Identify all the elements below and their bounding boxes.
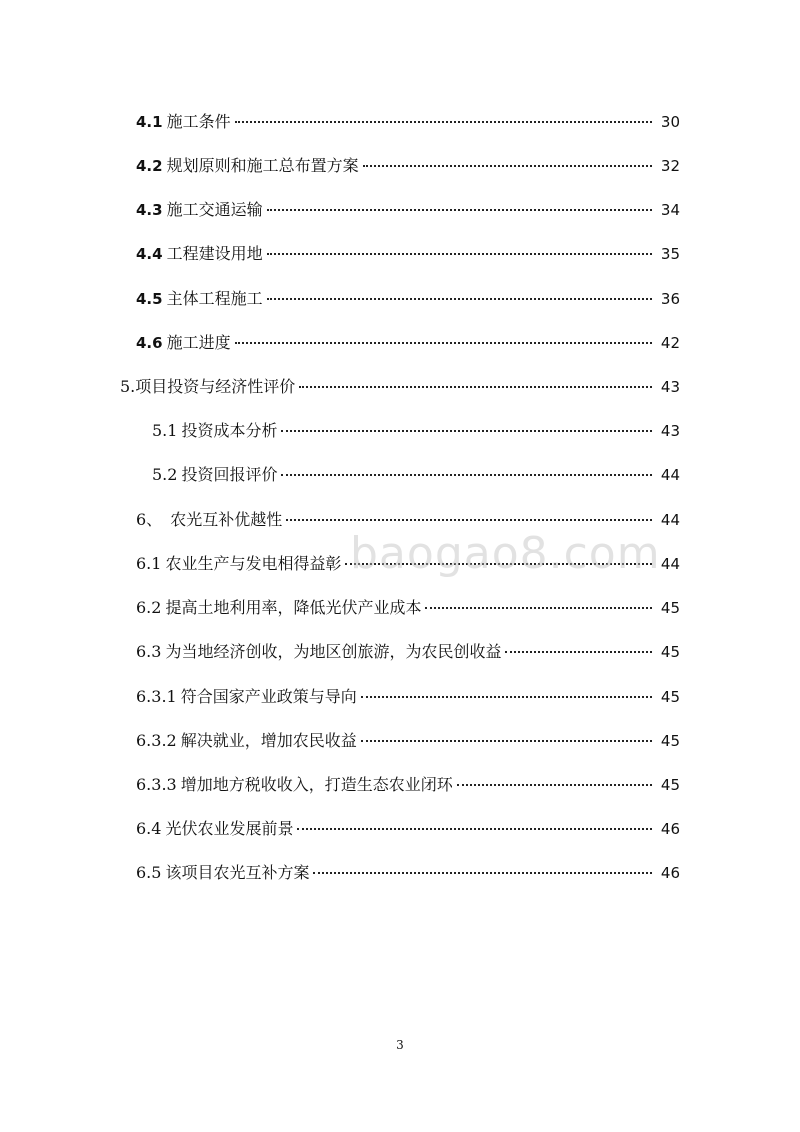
toc-entry-page: 45 <box>660 776 680 794</box>
toc-entry[interactable] <box>152 462 680 488</box>
toc-leader-dots <box>281 473 652 476</box>
toc-leader-dots <box>267 252 652 255</box>
toc-entry-title: 光伏农业发展前景 <box>165 819 294 838</box>
toc-entry-number: 6.4 <box>136 819 162 838</box>
toc-leader-dots <box>235 120 652 123</box>
toc-entry-number: 5.1 <box>152 421 178 440</box>
toc-entry-number: 6、 <box>136 510 163 529</box>
toc-entry-number: 6.3 <box>136 642 162 661</box>
toc-entry-page: 30 <box>660 113 680 131</box>
toc-entry-page: 45 <box>660 688 680 706</box>
toc-entry[interactable] <box>136 153 680 179</box>
toc-entry-page: 34 <box>660 201 680 219</box>
toc-leader-dots <box>235 341 652 344</box>
toc-leader-dots <box>299 385 652 388</box>
toc-entry-number: 6.5 <box>136 863 162 882</box>
toc-entry-number: 4.4 <box>136 245 163 263</box>
toc-entry-page: 44 <box>660 466 680 484</box>
toc-entry-title: 工程建设用地 <box>166 244 263 263</box>
toc-entry[interactable] <box>136 728 680 754</box>
toc-leader-dots <box>313 871 652 874</box>
toc-leader-dots <box>267 297 652 300</box>
toc-entry-number: 6.3.1 <box>136 687 177 706</box>
toc-entry[interactable] <box>136 816 680 842</box>
toc-entry[interactable] <box>136 286 680 312</box>
toc-entry-page: 45 <box>660 732 680 750</box>
toc-entry-page: 46 <box>660 864 680 882</box>
toc-entry-page: 44 <box>660 511 680 529</box>
toc-entry[interactable] <box>136 330 680 356</box>
toc-leader-dots <box>505 650 652 653</box>
toc-entry[interactable] <box>136 241 680 267</box>
toc-entry-page: 42 <box>660 334 680 352</box>
toc-entry-number: 6.3.3 <box>136 775 177 794</box>
toc-entry[interactable] <box>120 374 680 400</box>
toc-leader-dots <box>286 518 652 521</box>
toc-entry-page: 45 <box>660 599 680 617</box>
toc-entry-page: 45 <box>660 643 680 661</box>
toc-entry-title: 增加地方税收收入，打造生态农业闭环 <box>180 775 453 794</box>
toc-entry-page: 43 <box>660 422 680 440</box>
toc-entry-number: 4.2 <box>136 157 163 175</box>
toc-entry[interactable] <box>136 772 680 798</box>
toc-leader-dots <box>361 739 652 742</box>
toc-leader-dots <box>281 429 652 432</box>
toc-entry[interactable] <box>136 684 680 710</box>
toc-leader-dots <box>457 783 652 786</box>
toc-entry-number: 5. <box>120 377 136 396</box>
toc-entry-page: 43 <box>660 378 680 396</box>
toc-leader-dots <box>425 606 652 609</box>
toc-entry-number: 4.6 <box>136 334 163 352</box>
toc-entry-title: 农光互补优越性 <box>170 510 283 529</box>
toc-entry-title: 为当地经济创收，为地区创旅游，为农民创收益 <box>165 642 502 661</box>
toc-entry[interactable] <box>152 418 680 444</box>
toc-entry-title: 投资回报评价 <box>181 465 278 484</box>
toc-entry[interactable] <box>136 595 680 621</box>
toc-leader-dots <box>361 695 652 698</box>
toc-entry-number: 4.5 <box>136 290 163 308</box>
toc-leader-dots <box>267 208 652 211</box>
toc-entry[interactable] <box>136 639 680 665</box>
toc-entry-title: 规划原则和施工总布置方案 <box>166 156 359 175</box>
toc-entry[interactable] <box>136 109 680 135</box>
page-number: 3 <box>396 1038 404 1052</box>
toc-entry-title: 主体工程施工 <box>166 289 263 308</box>
toc-entry[interactable] <box>136 860 680 886</box>
toc-entry-page: 46 <box>660 820 680 838</box>
watermark: baogao8.com <box>350 528 661 579</box>
toc-entry-number: 4.3 <box>136 201 163 219</box>
toc-entry[interactable] <box>136 197 680 223</box>
toc-entry-page: 35 <box>660 245 680 263</box>
toc-leader-dots <box>297 827 652 830</box>
toc-leader-dots <box>363 164 652 167</box>
toc-entry-title: 施工交通运输 <box>166 200 263 219</box>
toc-entry-title: 提高土地利用率，降低光伏产业成本 <box>165 598 422 617</box>
toc-entry-number: 5.2 <box>152 465 178 484</box>
toc-entry-title: 该项目农光互补方案 <box>165 863 310 882</box>
toc-entry-page: 44 <box>660 555 680 573</box>
toc-entry-title: 项目投资与经济性评价 <box>135 377 296 396</box>
toc-entry-number: 6.2 <box>136 598 162 617</box>
toc-entry-title: 施工条件 <box>166 112 231 131</box>
toc-entry-title: 农业生产与发电相得益彰 <box>165 554 342 573</box>
toc-entry-number: 4.1 <box>136 113 163 131</box>
toc-entry-title: 解决就业，增加农民收益 <box>180 731 357 750</box>
toc-entry-title: 投资成本分析 <box>181 421 278 440</box>
toc-entry-page: 32 <box>660 157 680 175</box>
toc-entry-title: 施工进度 <box>166 333 231 352</box>
toc-entry-page: 36 <box>660 290 680 308</box>
toc-entry-number: 6.3.2 <box>136 731 177 750</box>
toc-entry-number: 6.1 <box>136 554 162 573</box>
toc-entry-title: 符合国家产业政策与导向 <box>180 687 357 706</box>
